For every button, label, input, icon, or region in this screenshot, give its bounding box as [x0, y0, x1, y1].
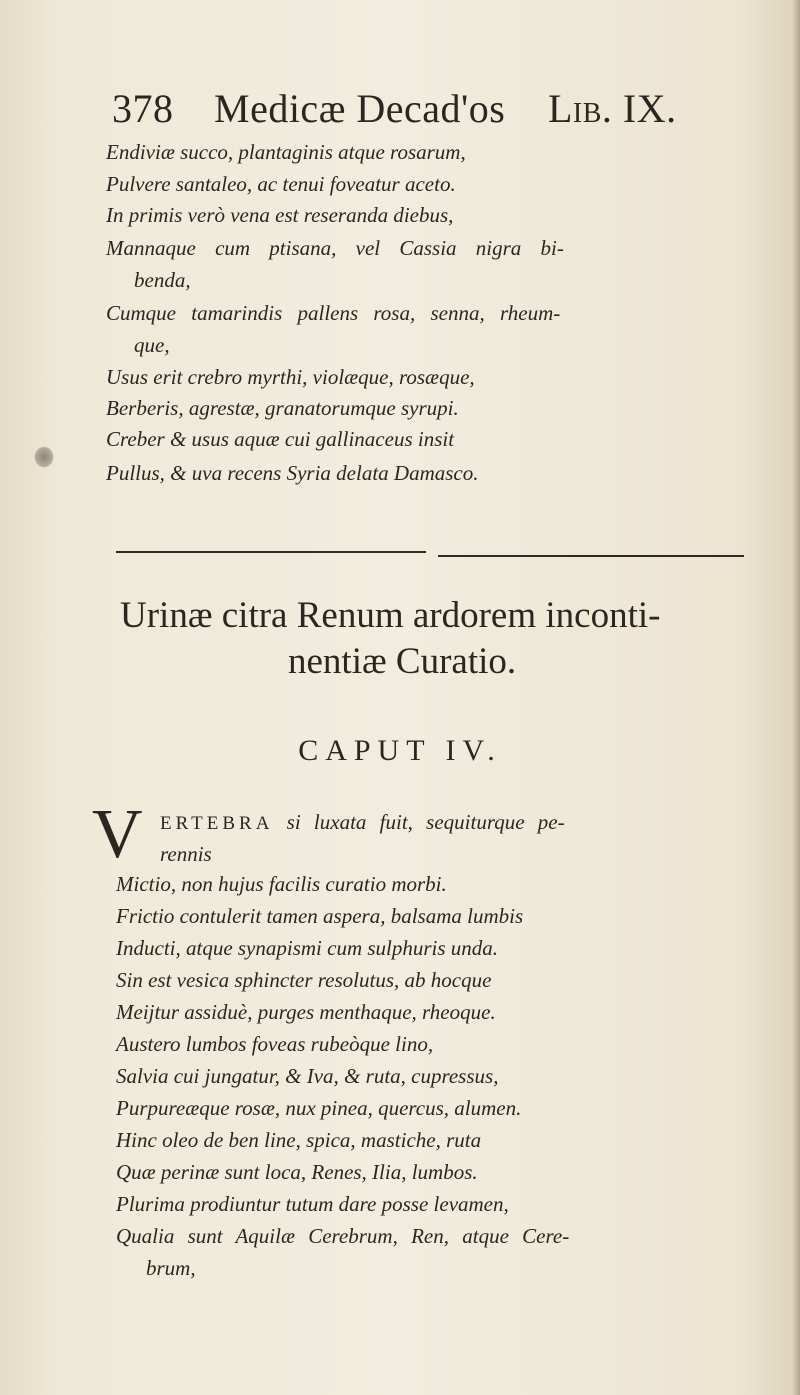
verse-line: Endiviæ succo, plantaginis atque rosarum, [106, 140, 466, 164]
chapter-heading: CAPUT IV. [298, 734, 502, 767]
verse-line: Mannaque cum ptisana, vel Cassia nigra bi- [106, 236, 564, 260]
verse-line-text: si luxata fuit, sequiturque pe- [286, 810, 565, 834]
verse-line: Sin est vesica sphincter resolutus, ab hocque [116, 968, 492, 992]
section-rule [438, 555, 744, 557]
verse-line: Meijtur assiduè, purges menthaque, rheoque. [116, 1000, 496, 1024]
verse-line: Qualia sunt Aquilæ Cerebrum, Ren, atque Cere- [116, 1224, 570, 1248]
verse-line: Austero lumbos foveas rubeòque lino, [116, 1032, 434, 1056]
drop-capital: V [92, 796, 143, 873]
paper-stain [34, 446, 54, 468]
verse-line: brum, [146, 1256, 196, 1280]
verse-line: Cumque tamarindis pallens rosa, senna, rheum- [106, 301, 561, 325]
page-edge-shadow [792, 0, 800, 1395]
verse-line: Plurima prodiuntur tutum dare posse levamen, [116, 1192, 509, 1216]
verse-line: Salvia cui jungatur, & Iva, & ruta, cupressus, [116, 1064, 499, 1088]
section-title-line1: Urinæ citra Renum ardorem inconti- [120, 595, 661, 636]
verse-line: que, [134, 333, 170, 357]
section-title-line2: nentiæ Curatio. [288, 641, 517, 682]
verse-line: Pullus, & uva recens Syria delata Damasco. [106, 461, 479, 485]
verse-line: Creber & usus aquæ cui gallinaceus insit [106, 427, 455, 451]
verse-line: rennis [160, 842, 212, 866]
book-label: Lib. IX. [548, 86, 677, 131]
verse-line: Pulvere santaleo, ac tenui foveatur aceto. [106, 172, 456, 196]
verse-line: Frictio contulerit tamen aspera, balsama lumbis [116, 904, 524, 928]
page-number: 378 [112, 86, 174, 131]
opening-small-caps: ERTEBRA [160, 813, 274, 834]
verse-line: In primis verò vena est reseranda diebus, [106, 203, 454, 227]
verse-line: Mictio, non hujus facilis curatio morbi. [116, 872, 447, 896]
verse-line: Quæ perinæ sunt loca, Renes, Ilia, lumbos. [116, 1160, 478, 1184]
verse-line: Inducti, atque synapismi cum sulphuris unda. [116, 936, 499, 960]
verse-line: benda, [134, 268, 191, 292]
running-header [112, 84, 712, 134]
verse-line: Usus erit crebro myrthi, violæque, rosæque, [106, 365, 475, 389]
verse-line: Hinc oleo de ben line, spica, mastiche, ruta [116, 1128, 482, 1152]
verse-line: Purpureæque rosæ, nux pinea, quercus, alumen. [116, 1096, 522, 1120]
section-rule [116, 551, 426, 553]
verse-line: Berberis, agrestæ, granatorumque syrupi. [106, 396, 459, 420]
verse-line-first [160, 808, 565, 838]
running-title: Medicæ Decad'os [214, 86, 506, 131]
